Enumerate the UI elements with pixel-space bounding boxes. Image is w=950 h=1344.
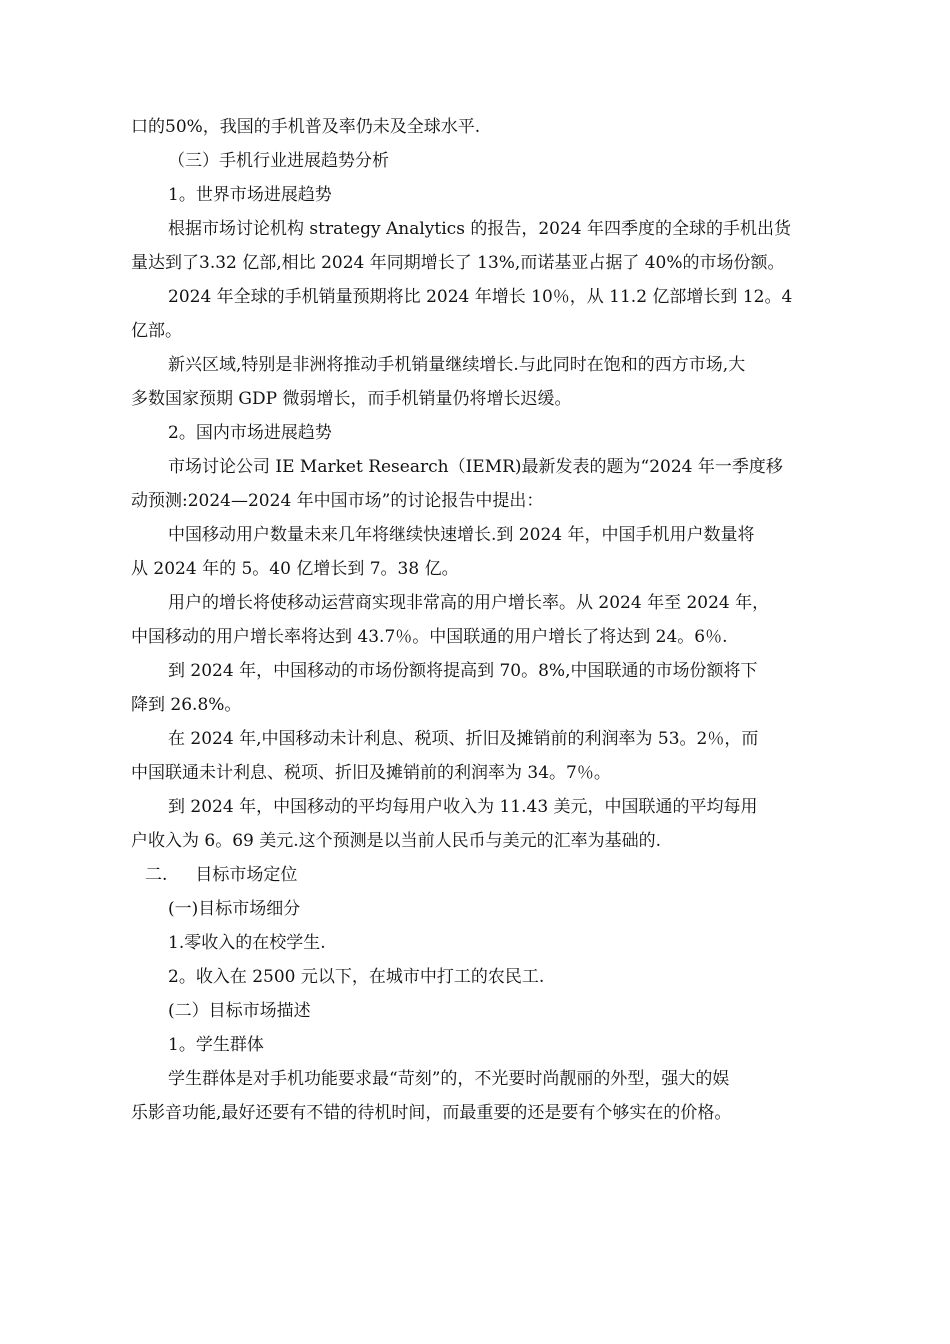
subheading-description: (二）目标市场描述 [168, 1001, 311, 1021]
paragraph-line: 新兴区域,特别是非洲将推动手机销量继续增长.与此同时在饱和的西方市场,大 [168, 355, 746, 375]
document-body [131, 110, 821, 1130]
heading-number: 二. [145, 865, 168, 885]
list-item: 1.零收入的在校学生. [168, 933, 326, 953]
paragraph-line: 乐影音功能,最好还要有不错的待机时间，而最重要的还是要有个够实在的价格。 [131, 1103, 732, 1123]
paragraph-line: 中国联通未计利息、税项、折旧及摊销前的利润率为 34。7％。 [131, 763, 611, 783]
paragraph-line: 根据市场讨论机构 strategy Analytics 的报告，2024 年四季度的全球的手机出货 [168, 219, 791, 239]
subheading-students: 1。学生群体 [168, 1035, 264, 1055]
heading-title: 目标市场定位 [195, 865, 298, 885]
list-item: 2。收入在 2500 元以下，在城市中打工的农民工. [168, 967, 545, 987]
section-heading-three: （三）手机行业进展趋势分析 [168, 151, 389, 171]
paragraph-line: 动预测:2024—2024 年中国市场”的讨论报告中提出： [131, 491, 544, 511]
paragraph-line: 在 2024 年,中国移动未计利息、税项、折旧及摊销前的利润率为 53。2％，而 [168, 729, 759, 749]
paragraph-line: 口的50%，我国的手机普及率仍未及全球水平. [131, 117, 481, 137]
subheading-segmentation: (一)目标市场细分 [168, 899, 301, 919]
subheading-world-market: 1。世界市场进展趋势 [168, 185, 332, 205]
paragraph-line: 学生群体是对手机功能要求最“苛刻”的，不光要时尚靓丽的外型，强大的娱 [168, 1069, 730, 1089]
subheading-domestic-market: 2。国内市场进展趋势 [168, 423, 332, 443]
paragraph-line: 2024 年全球的手机销量预期将比 2024 年增长 10％，从 11.2 亿部增长到 12。4 [168, 287, 793, 307]
paragraph-line: 降到 26.8%。 [131, 695, 242, 715]
paragraph-line: 多数国家预期 GDP 微弱增长，而手机销量仍将增长迟缓。 [131, 389, 572, 409]
paragraph-line: 中国移动用户数量未来几年将继续快速增长.到 2024 年，中国手机用户数量将 [168, 525, 755, 545]
paragraph-line: 到 2024 年，中国移动的市场份额将提高到 70。8%,中国联通的市场份额将下 [168, 661, 758, 681]
paragraph-line: 量达到了3.32 亿部,相比 2024 年同期增长了 13%,而诺基亚占据了 40%的市场份额。 [131, 253, 785, 273]
paragraph-line: 从 2024 年的 5。40 亿增长到 7。38 亿。 [131, 559, 459, 579]
paragraph-line: 亿部。 [131, 321, 182, 341]
paragraph-line: 中国移动的用户增长率将达到 43.7％。中国联通的用户增长了将达到 24。6％. [131, 627, 728, 647]
section-heading-two [131, 858, 821, 892]
paragraph-line: 到 2024 年，中国移动的平均每用户收入为 11.43 美元，中国联通的平均每用 [168, 797, 758, 817]
paragraph-line: 用户的增长将使移动运营商实现非常高的用户增长率。从 2024 年至 2024 年， [168, 593, 770, 613]
paragraph-line: 户收入为 6。69 美元.这个预测是以当前人民币与美元的汇率为基础的. [131, 831, 662, 851]
paragraph-line: 市场讨论公司 IE Market Research（IEMR)最新发表的题为“2024 年一季度移 [168, 457, 783, 477]
